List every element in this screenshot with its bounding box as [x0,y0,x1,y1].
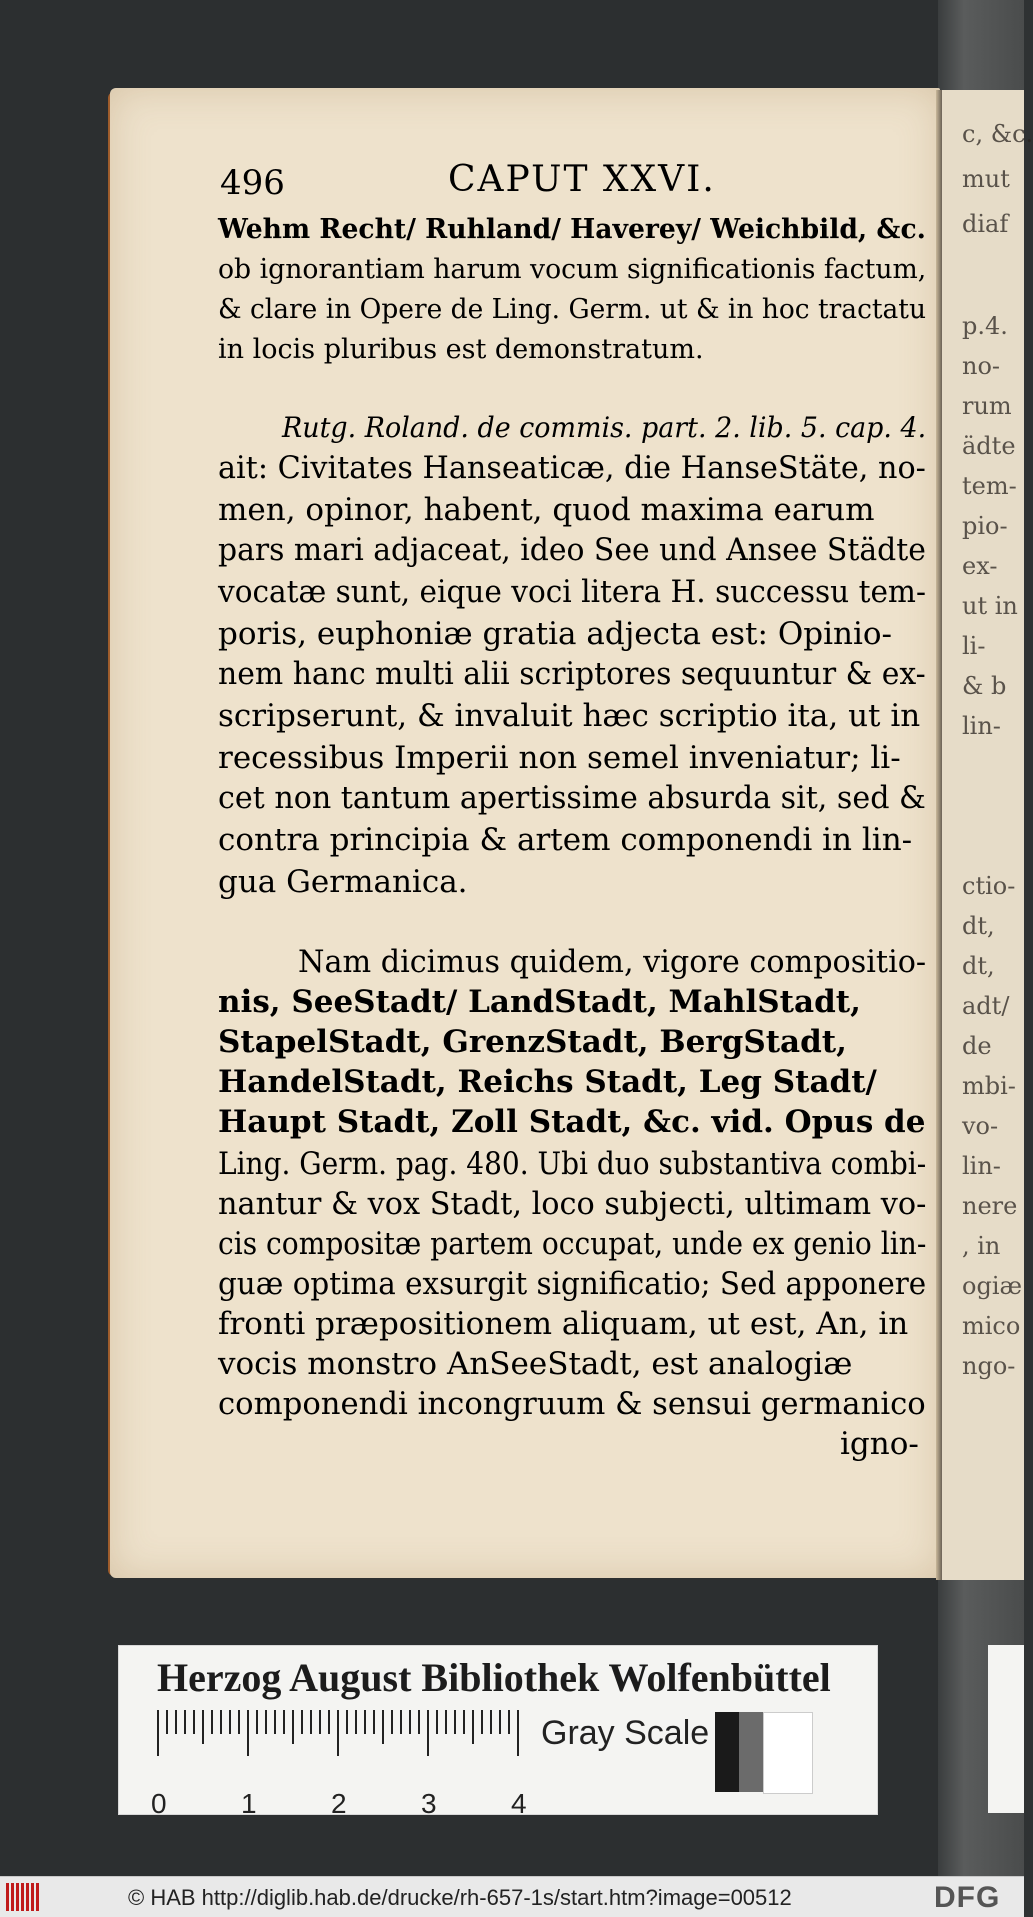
adjacent-page-fragment: nere [962,1192,1018,1220]
ruler-tick [265,1710,267,1734]
adjacent-page-fragment: p.4. [962,312,1008,340]
text-line: pars mari adjaceat, ideo See und Ansee Städte [218,532,926,568]
adjacent-page-fragment: mbi- [962,1072,1016,1100]
ruler-tick [211,1710,213,1734]
text-line: ait: Civitates Hanseaticæ, die HanseStäte, no- [218,450,926,486]
ruler-tick [517,1710,519,1756]
ruler-tick [355,1710,357,1734]
text-line: Nam dicimus quidem, vigore compositio- [298,944,927,980]
adjacent-page-fragment: vo- [962,1112,999,1140]
ruler-tick [409,1710,411,1734]
dfg-logo: DFG [934,1881,1001,1914]
adjacent-page-fragment: lin- [962,712,1001,740]
color-calibration-card [118,1645,878,1819]
text-line: nantur & vox Stadt, loco subjecti, ultimam vo- [218,1186,927,1222]
ruler-tick [238,1710,240,1734]
ruler-tick [463,1710,465,1734]
ruler-tick [292,1710,294,1744]
color-card-edge [988,1645,1024,1813]
ruler-tick [490,1710,492,1734]
ruler-tick [310,1710,312,1734]
ruler-tick [328,1710,330,1734]
ruler-tick [382,1710,384,1744]
text-line: gua Germanica. [218,864,468,900]
page-number: 496 [220,163,285,203]
footer-bar [0,1876,1024,1917]
ruler-tick [157,1710,159,1756]
ruler-tick [193,1710,195,1734]
running-head: CAPUT XXVI. [448,159,716,200]
adjacent-page-fragment: c, &c. [962,120,1033,148]
ruler-number: 2 [331,1788,347,1819]
ruler-tick [454,1710,456,1734]
text-line: in locis pluribus est demonstratum. [218,334,704,365]
ruler-tick [220,1710,222,1734]
ruler-tick [184,1710,186,1734]
ruler-tick [400,1710,402,1734]
gray-swatches [715,1712,815,1792]
ruler-number: 3 [421,1788,437,1819]
adjacent-page-fragment: dt, [962,912,995,940]
ruler-tick [373,1710,375,1734]
text-line: componendi incongruum & sensui germanico [218,1386,926,1422]
ruler-tick [229,1710,231,1734]
ruler-tick [508,1710,510,1734]
text-line: ob ignorantiam harum vocum significationis factum, [218,254,927,285]
ruler-tick [301,1710,303,1734]
gray-swatch [739,1712,763,1792]
ruler-tick [427,1710,429,1756]
adjacent-page-fragment: li- [962,632,986,660]
ruler-tick [247,1710,249,1756]
text-line: vocatæ sunt, eique voci litera H. successu tem- [218,574,926,610]
gray-swatch [715,1712,739,1792]
ruler-tick [337,1710,339,1756]
text-line: guæ optima exsurgit significatio; Sed apponere [218,1266,927,1302]
text-line: men, opinor, habent, quod maxima earum [218,492,875,528]
text-line: cis compositæ partem occupat, unde ex genio lin- [218,1226,927,1262]
barcode-icon [6,1883,46,1911]
ruler-number: 4 [511,1788,527,1819]
adjacent-page-fragment: no- [962,352,1001,380]
adjacent-page-fragment: dt, [962,952,995,980]
ruler-tick [256,1710,258,1734]
adjacent-page-fragment: ex- [962,552,998,580]
text-line: HandelStadt, Reichs Stadt, Leg Stadt/ [218,1064,877,1100]
ruler-number: 0 [151,1788,167,1819]
adjacent-page [942,90,1033,1580]
adjacent-page-fragment: & b [962,672,1007,700]
adjacent-page-fragment: ut in [962,592,1018,620]
gray-scale-label: Gray Scale [541,1714,710,1752]
copyright-link[interactable]: © HAB http://diglib.hab.de/drucke/rh-657-1s/start.htm?image=00512 [128,1885,792,1910]
adjacent-page-fragment: ngo- [962,1352,1016,1380]
ruler-tick [391,1710,393,1734]
text-line: nis, SeeStadt/ LandStadt, MahlStadt, [218,984,861,1020]
text-line: & clare in Opere de Ling. Germ. ut & in hoc tractatu [218,294,926,325]
adjacent-page-fragment: ctio- [962,872,1016,900]
text-line: Haupt Stadt, Zoll Stadt, &c. vid. Opus de [218,1104,926,1140]
text-line: Ling. Germ. pag. 480. Ubi duo substantiva combi- [218,1146,927,1182]
text-line: igno- [840,1426,919,1462]
text-line: vocis monstro AnSeeStadt, est analogiæ [218,1346,853,1382]
ruler-tick [346,1710,348,1734]
adjacent-page-fragment: , in [962,1232,1001,1260]
ruler-tick [319,1710,321,1734]
page-header [220,155,940,205]
ruler-tick [481,1710,483,1734]
text-line: scripserunt, & invaluit hæc scriptio ita, ut in [218,698,921,734]
adjacent-page-fragment: diaf [962,210,1009,238]
ruler-tick [418,1710,420,1734]
ruler-tick [445,1710,447,1734]
adjacent-page-fragment: mico [962,1312,1021,1340]
gray-swatch [763,1712,813,1794]
ruler-tick [472,1710,474,1744]
adjacent-page-fragment: mut [962,165,1010,193]
text-line: StapelStadt, GrenzStadt, BergStadt, [218,1024,847,1060]
ruler-tick [175,1710,177,1734]
adjacent-page-fragment: ogiæ [962,1272,1023,1300]
adjacent-page-fragment: de [962,1032,992,1060]
adjacent-page-fragment: tem- [962,472,1017,500]
ruler-tick [283,1710,285,1734]
ruler-tick [166,1710,168,1734]
text-line: recessibus Imperii non semel inveniatur; li- [218,740,901,776]
adjacent-page-fragment: ädte [962,432,1016,460]
text-line: nem hanc multi alii scriptores sequuntur & ex- [218,656,926,692]
ruler-tick [364,1710,366,1734]
ruler-tick [274,1710,276,1734]
adjacent-page-fragment: rum [962,392,1012,420]
text-line: cet non tantum apertissime absurda sit, sed & [218,780,926,816]
adjacent-page-fragment: lin- [962,1152,1001,1180]
ruler-tick [436,1710,438,1734]
text-line: Wehm Recht/ Ruhland/ Haverey/ Weichbild, &c. [218,214,926,245]
ruler-tick [499,1710,501,1734]
adjacent-page-fragment: pio- [962,512,1008,540]
text-line: poris, euphoniæ gratia adjecta est: Opinio- [218,616,893,652]
library-name: Herzog August Bibliothek Wolfenbüttel [157,1655,831,1700]
text-line: contra principia & artem componendi in lin- [218,822,913,858]
ruler-tick [202,1710,204,1744]
ruler-number: 1 [241,1788,257,1819]
text-line: fronti præpositionem aliquam, ut est, An, in [218,1306,909,1342]
adjacent-page-fragment: adt/ [962,992,1010,1020]
text-line: Rutg. Roland. de commis. part. 2. lib. 5. cap. 4. [282,411,927,444]
